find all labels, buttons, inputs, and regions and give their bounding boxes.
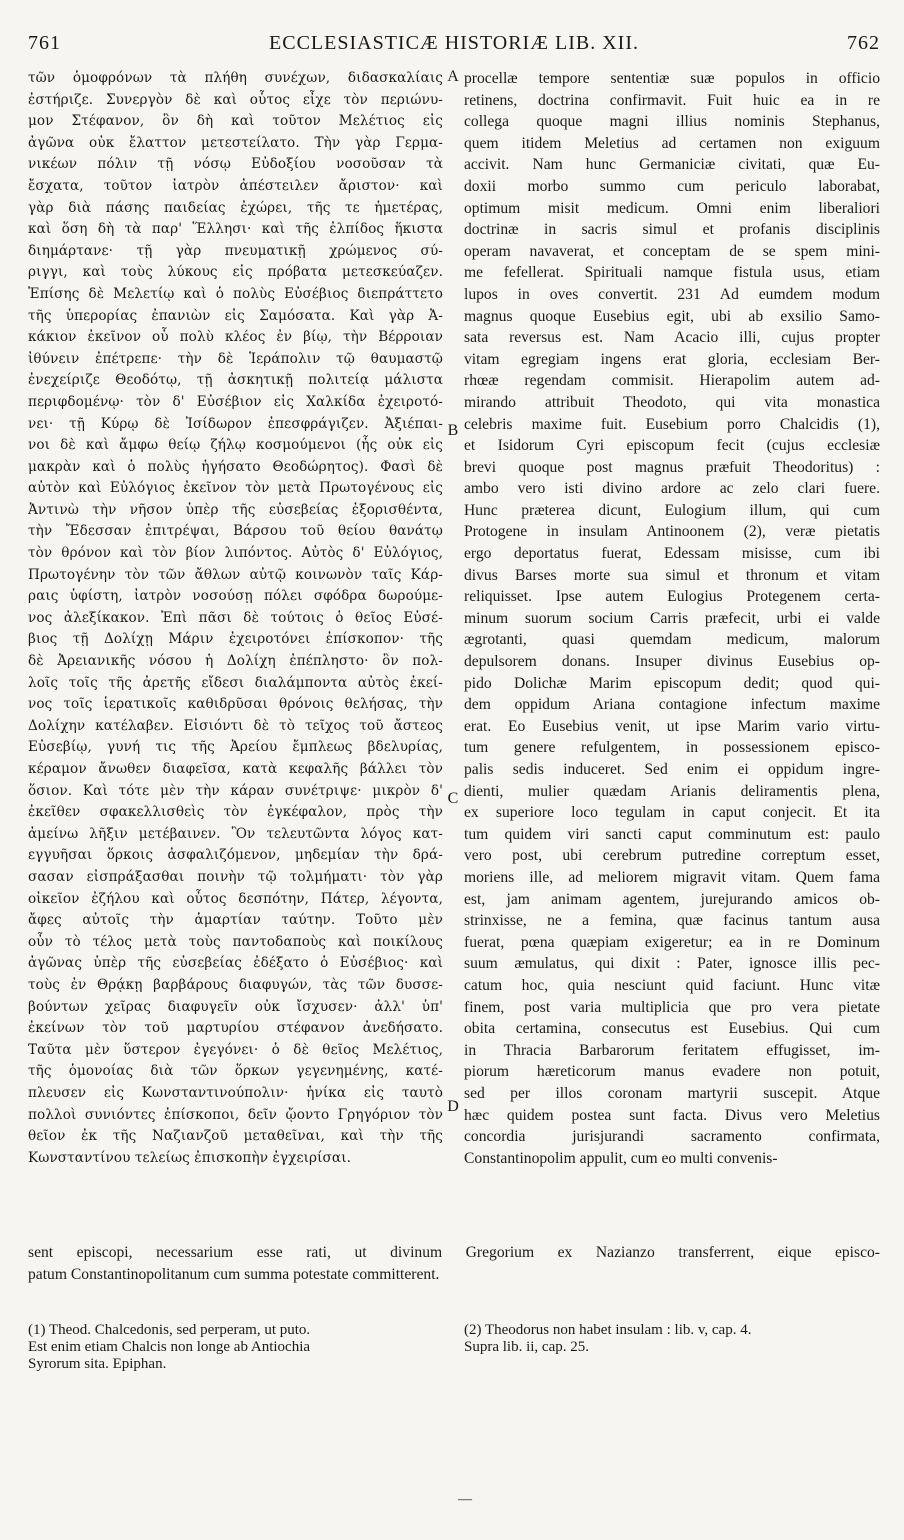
- latin-text-line: depulsorem donans. Insuper divinus Eusebius op-: [464, 653, 880, 671]
- greek-text-line: ἐστήριζε. Συνεργὸν δὲ καὶ οὗτος εἶχε τὸν περιώνυ-: [28, 91, 443, 108]
- latin-text-line: collega quoque magni illius nominis Stephanus,: [464, 113, 880, 131]
- greek-text-line: ἰθύνειν ἐπέτρεπε· τὴν δὲ Ἱεράπολιν τῷ θαυμαστῷ: [28, 350, 443, 367]
- latin-text-line: Protogene in insulam Antinoonem (2), veræ pietatis: [464, 523, 880, 541]
- latin-text-line: obita certamina, consecutus est Eusebius. Qui cum: [464, 1020, 880, 1038]
- greek-text-line: τὴν Ἔδεσσαν ἐπιτρέψαι, Βάρσου τοῦ θείου θανάτῳ: [28, 523, 443, 540]
- greek-text-line: ἀμείνω λῆξιν μετέβαινεν. Ὃν τελευτῶντα λόγος κατ-: [28, 825, 443, 842]
- greek-text-column: [28, 68, 443, 1169]
- latin-text-line: in Thracia Barbarorum feritatem effugisset, im-: [464, 1041, 880, 1059]
- full-line: sent episcopi, necessarium esse rati, ut divinum Gregorium ex Nazianzo transferrent, eique episco-: [28, 1244, 880, 1261]
- latin-text-line: pido Dolichæ Marim episcopum dedit; quod qui-: [464, 674, 880, 692]
- greek-text-line: πλευσεν εἰς Κωνσταντινούπολιν· ἡνίκα εἰς ταυτὸ: [28, 1084, 443, 1101]
- latin-text-line: procellæ tempore sententiæ suæ populos in officio: [464, 70, 880, 87]
- greek-text-line: βούντων χεῖρας διαφυγεῖν οὐκ ἴσχυσεν· ἀλλ' ὑπ': [28, 998, 443, 1015]
- footnote-line: Est enim etiam Chalcis non longe ab Antiochia: [28, 1339, 311, 1355]
- latin-text-line: est, jam animam agentem, jurejurando amicos ob-: [464, 890, 880, 908]
- latin-text-line: magnus quoque Eusebius egit, ubi ab exsilio Samo-: [464, 307, 880, 325]
- greek-text-line: Ἐπίσης δὲ Μελετίῳ καὶ ὁ πολὺς Εὐσέβιος διεπράττετο: [28, 285, 443, 302]
- latin-text-line: sed per illos coronam martyrii suscepit. Atque: [464, 1084, 880, 1102]
- latin-text-line: Constantinopolim appulit, cum eo multi convenis-: [464, 1149, 778, 1167]
- latin-text-line: strinxisse, ne a femina, quæ facinus tantum ausa: [464, 912, 880, 930]
- greek-text-line: καὶ ὅση δὴ τὰ παρ' Ἕλλησι· καὶ τῆς ἐλπίδος ἥκιστα: [28, 221, 443, 238]
- latin-text-line: dem oppidum Ariana contagione infectum maxime: [464, 696, 880, 714]
- latin-text-line: tum genere refulgentem, in possessionem episco-: [464, 739, 880, 757]
- greek-text-line: σασαν εἰσπράξασθαι ποινὴν τῷ τολμήματι· τὸν γὰρ: [28, 868, 443, 885]
- latin-text-line: accivit. Nam hunc Germaniciæ civitati, quæ Eu-: [464, 156, 880, 174]
- greek-text-line: βιος τῇ Δολίχῃ Μάριν ἐχειροτόνει ἐπίσκοπον· τῆς: [28, 631, 443, 648]
- latin-text-line: ergo deportatus fuerat, Edessam misisse, cum ibi: [464, 545, 880, 563]
- greek-text-line: ραις ὑφίστη, ἰατρὸν νοσούσῃ πόλει σφόδρα δωρούμε-: [28, 588, 443, 605]
- latin-text-line: dienti, mulier quædam Arianis deliramentis plena,: [464, 782, 880, 800]
- latin-text-line: ambo vero isti divino ardore ac zelo clari fuere.: [464, 480, 880, 498]
- latin-text-line: tum quidem viri sancti caput comminutum est: paulo: [464, 825, 880, 843]
- greek-text-line: νος τοῖς ἱερατικοῖς καθιδρῦσαι θρόνοις θελήσας, τὴν: [28, 696, 443, 713]
- greek-text-line: τὸν θρόνον καὶ τὸν βίον λιπόντος. Αὐτὸς δ' Εὐλόγιος,: [28, 545, 443, 562]
- running-title: ECCLESIASTICÆ HISTORIÆ LIB. XII.: [269, 32, 639, 54]
- margin-letter-d: D: [447, 1098, 459, 1115]
- greek-text-line: ἐκείνων τὸν τοῦ μαρτυρίου στέφανον ἀνεδήσατο.: [28, 1020, 443, 1037]
- footnote-2: [464, 1322, 880, 1356]
- latin-text-line: rhœæ regendam commisit. Hierapolim autem ad-: [464, 372, 880, 390]
- greek-text-line: μακρὰν καὶ ὁ πολὺς ἡγήσατο Θεοδώρητος). Φασὶ δὲ: [28, 458, 443, 475]
- footnote-1: [28, 1322, 428, 1373]
- latin-text-line: reliquisset. Ipse autem Eulogius Protegenem certa-: [464, 588, 880, 606]
- greek-text-line: Πρωτογένην τὸν τῶν ἄθλων αὐτῷ κοινωνὸν ταῖς Κάρ-: [28, 566, 443, 583]
- latin-text-line: suum æmulatus, qui dixit : Pater, ignosce illis pec-: [464, 955, 880, 973]
- latin-text-line: ex superiore loco tegulam in caput conjecit. Et ita: [464, 804, 880, 822]
- greek-text-line: δὲ Ἀρειανικῆς νόσου ἡ Δολίχη ἐπέπληστο· ὃν πολ-: [28, 653, 443, 670]
- greek-text-line: λοῖς τοῖς τῆς ἀρετῆς εἴδεσι διαλάμποντα αὐτὸς ἐκεί-: [28, 674, 443, 691]
- greek-text-line: νοι δὲ καὶ ἄμφω θείῳ ζήλῳ κοσμούμενοι (ἧς οὐκ εἰς: [28, 437, 443, 454]
- latin-text-line: vero post, ubi cerebrum putredine correptum esset,: [464, 847, 880, 865]
- latin-text-line: Hunc præterea dicunt, Eulogium illum, qui cum: [464, 501, 880, 519]
- latin-text-line: sata reversus est. Nam Acacio illi, cujus propter: [464, 329, 880, 347]
- greek-text-line: γὰρ διὰ πάσης παιδείας ἐχώρει, τῆς τε ἡμετέρας,: [28, 199, 443, 216]
- footnote-line: Syrorum sita. Epiphan.: [28, 1356, 167, 1372]
- latin-text-line: optimum misit medicum. Omni enim liberaliori: [464, 199, 880, 217]
- latin-text-line: ægrotanti, quasi quemdam medicum, malorum: [464, 631, 880, 649]
- margin-letter-a: A: [447, 68, 459, 85]
- latin-text-line: minum suorum socium Carris præfecit, urbi ei valde: [464, 609, 880, 627]
- latin-text-line: lupos in oves convertit. 231 Ad eumdem modum: [464, 285, 880, 303]
- latin-text-column: [464, 68, 880, 1169]
- bottom-mark: —: [458, 1492, 472, 1507]
- margin-letter-c: C: [447, 790, 459, 807]
- latin-text-line: fuerat, pœna quæpiam exigeretur; ea in re Dominum: [464, 933, 880, 951]
- latin-text-line: operam navaverat, et conceptam de se spem mini-: [464, 242, 880, 260]
- greek-text-line: πολλοὶ συνιόντες ἐπίσκοποι, δεῖν ᾤοντο Γρηγόριον τὸν: [28, 1106, 443, 1123]
- greek-text-line: ὅσιον. Καὶ τότε μὲν τὴν κάραν συνέτριψε· μικρὸν δ': [28, 782, 443, 799]
- latin-text-line: mirando attribuit Theodoto, qui vita monastica: [464, 393, 880, 411]
- greek-text-line: κέραμον ἄνωθεν διαφεῖσα, κατὰ κεφαλῆς βάλλει τὸν: [28, 761, 443, 777]
- greek-text-line: τοὺς ἐν Θρᾴκῃ βαρβάρους διαφυγών, τὰς τῶν δυσσε-: [28, 976, 443, 993]
- greek-text-line: ἔσχατα, τοῦτον ἰατρὸν ἀπέστειλεν ἄριστον· καὶ: [28, 177, 443, 194]
- greek-text-line: Ἀντινὼ τὴν νῆσον ὑπὲρ τῆς εὐσεβείας ἐξορισθέντα,: [28, 501, 443, 518]
- latin-text-line: celebris maxime fuit. Eusebium porro Chalcidis (1),: [464, 415, 880, 433]
- greek-text-line: Εὐσεβίῳ, γυνή τις τῆς Ἀρείου ἔμπλεως βδελυρίας,: [28, 739, 443, 756]
- greek-text-line: ἀγῶνας ὑπὲρ τῆς εὐσεβείας ἐδέξατο ὁ Εὐσέβιος· καὶ: [28, 955, 443, 972]
- latin-text-line: me fefellerat. Spirituali namque fistula usus, etiam: [464, 264, 880, 282]
- page: [28, 30, 880, 1510]
- greek-text-line: οἰκεῖον ἐζήλου καὶ οὗτος δεσπότην, Πάτερ, λέγοντα,: [28, 890, 443, 907]
- greek-text-line: ἐκεῖθεν σφακελλισθεὶς τὸν ἐγκέφαλον, πρὸς τὴν: [28, 804, 443, 821]
- greek-text-line: τῆς ὁμονοίας διὰ τῶν ὅρκων γεγενημένης, κατέ-: [28, 1063, 443, 1080]
- greek-text-line: ἄφες αὐτοῖς τὴν ἁμαρτίαν ταύτην. Τοῦτο μὲν: [28, 912, 443, 929]
- greek-text-line: διημάρτανε· τῇ γὰρ πνευματικῇ χρώμενος σύ-: [28, 242, 443, 259]
- greek-text-line: μον Στέφανον, ὃν δὴ καὶ τοῦτον Μελέτιος εἰς: [28, 113, 443, 130]
- greek-text-line: αὐτὸν καὶ Εὐλόγιος ἐκεῖνον τὸν μετὰ Πρωτογένους εἰς: [28, 480, 443, 497]
- latin-text-line: concordia jurisjurandi sacramento confirmata,: [464, 1128, 880, 1146]
- latin-text-line: catum hoc, quia nesciunt quid faciunt. Hunc vitæ: [464, 976, 880, 994]
- greek-text-line: τῆς ὑπερορίας ἐπανιὼν εἰς Σαμόσατα. Καὶ γὰρ Ἀ-: [28, 307, 443, 324]
- greek-text-line: εγγυῆσαι ὅρκοις ἀσφαλιζόμενον, μηδεμίαν τὴν δρά-: [28, 847, 443, 864]
- latin-text-line: erat. Eo Eusebius venit, ut ipse Marim vario virtu-: [464, 717, 880, 735]
- greek-text-line: Δολίχην κατέλαβεν. Εἰσιόντι δὲ τὸ τεῖχος τοῦ ἄστεος: [28, 717, 443, 734]
- greek-text-line: ἀγῶνα οὐκ ἔλαττον μετεστείλατο. Τὴν γὰρ Γερμα-: [28, 134, 443, 151]
- latin-text-line: quem itidem Meletius ad certamen non exiguum: [464, 134, 880, 152]
- greek-text-line: ἐνεχείριζε Θεοδότῳ, τῇ ἀσκητικῇ πολιτείᾳ μάλιστα: [28, 372, 443, 389]
- greek-text-line: Κωνσταντίνου τελείως ἐπισκοπὴν ἐγχειρίσαι.: [28, 1149, 352, 1166]
- greek-text-line: νος ἀλεξίκακον. Ἐπὶ πᾶσι δὲ τούτοις ὁ θεῖος Εὐσέ-: [28, 609, 443, 626]
- footnote-line: (2) Theodorus non habet insulam : lib. v, cap. 4.: [464, 1322, 752, 1338]
- greek-text-line: Ταῦτα μὲν ὕστερον ἐγεγόνει· ὁ δὲ θεῖος Μελέτιος,: [28, 1041, 443, 1058]
- latin-text-line: vitam egregiam ingens erat gloria, ecclesiam Ber-: [464, 350, 880, 368]
- margin-letter-b: B: [447, 422, 459, 439]
- latin-text-line: hæc quidem postea sunt facta. Divus vero Meletius: [464, 1106, 880, 1124]
- latin-text-line: finem, post varia multiplicia que pro vera pietate: [464, 998, 880, 1016]
- page-number-right: 762: [847, 32, 880, 54]
- footnote-line: (1) Theod. Chalcedonis, sed perperam, ut puto.: [28, 1322, 311, 1338]
- footnote-line: Supra lib. ii, cap. 25.: [464, 1339, 589, 1355]
- latin-text-line: palis sedis induceret. Sed enim ei oppidum ingre-: [464, 761, 880, 778]
- greek-text-line: ριγγι, καὶ τοὺς λύκους εἰς πρόβατα μετεσκεύαζεν.: [28, 264, 443, 281]
- page-number-left: 761: [28, 32, 61, 54]
- latin-text-line: et Isidorum Cyri episcopum fecit (cujus ecclesiæ: [464, 437, 880, 455]
- greek-text-line: οὖν τὸ τέλος μετὰ τοὺς παντοδαποὺς καὶ ποικίλους: [28, 933, 443, 950]
- greek-text-line: κάκιον ἐκεῖνον οὗ πολὺ κλέος ἐν βίῳ, τὴν Βέρροιαν: [28, 329, 443, 346]
- greek-text-line: νικέων πόλιν τῇ νόσῳ Εὐδοξίου νοσοῦσαν τὰ: [28, 156, 443, 173]
- latin-text-line: moriens ille, ad meliorem migravit vitam. Quem fama: [464, 868, 880, 886]
- running-header: [28, 30, 880, 60]
- latin-text-line: piorum hæreticorum manus evadere non potuit,: [464, 1063, 880, 1081]
- greek-text-line: περιφδομένῳ· τὸν δ' Εὐσέβιον εἰς Χαλκίδα ἐχειροτό-: [28, 393, 443, 410]
- full-line: patum Constantinopolitanum cum summa potestate committerent.: [28, 1265, 440, 1283]
- latin-text-line: divus Barses morte sua simul et thronum et vitam: [464, 566, 880, 584]
- latin-text-line: doxii morbo summo cum periculo laborabat,: [464, 177, 880, 195]
- greek-text-line: τῶν ὁμοφρόνων τὰ πλήθη συνέχων, διδασκαλίαις: [28, 70, 443, 86]
- greek-text-line: νει· τῇ Κύρῳ δὲ Ἰσίδωρον ἐπεσφράγιζεν. Ἀξιέπαι-: [28, 415, 443, 432]
- greek-text-line: θεῖον ἐκ τῆς Ναζιανζοῦ μεταθεῖναι, καὶ τὴν τῆς: [28, 1128, 443, 1145]
- latin-text-line: retinens, doctrina confirmavit. Fuit huic ea in re: [464, 91, 880, 109]
- full-width-text: [28, 1242, 880, 1285]
- latin-text-line: doctrinæ in sacris simul et profanis disciplinis: [464, 221, 880, 239]
- latin-text-line: brevi quoque post magnus præfuit Theodoritus) :: [464, 458, 880, 476]
